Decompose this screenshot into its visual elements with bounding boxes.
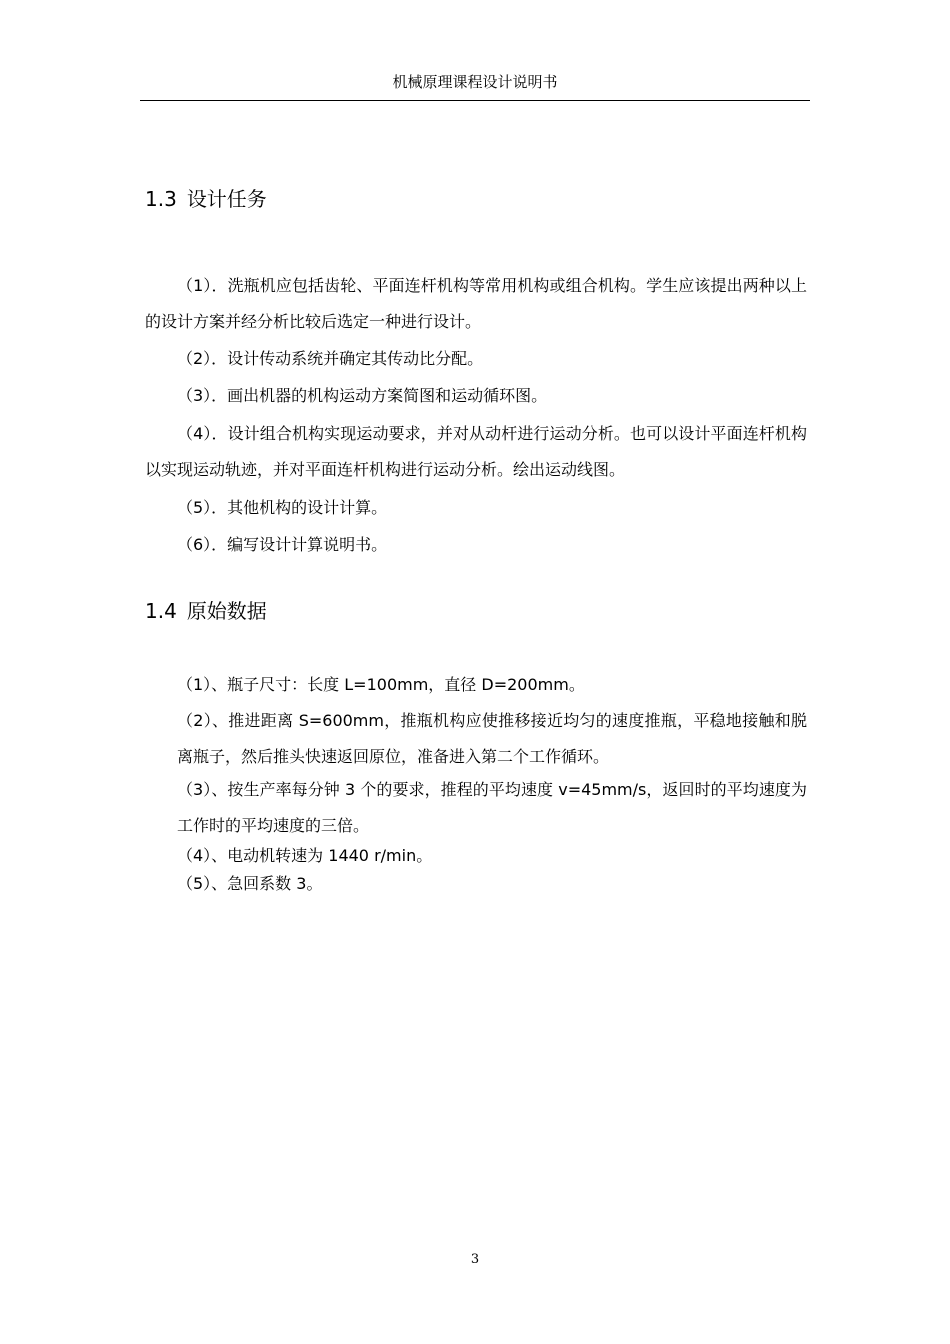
section-heading-1-4 [145, 598, 267, 624]
data-item-3: （3）、按生产率每分钟 3 个的要求，推程的平均速度 v=45mm/s，返回时的平均速度为工作时的平均速度的三倍。 [177, 780, 807, 835]
data-item-1: （1）、瓶子尺寸：长度 L=100mm，直径 D=200mm。 [177, 675, 585, 694]
data-item-5: （5）、急回系数 3。 [177, 874, 323, 893]
task-item-6: （6）．编写设计计算说明书。 [177, 535, 388, 554]
task-item-3: （3）．画出机器的机构运动方案简图和运动循环图。 [177, 386, 548, 405]
data-item-4: （4）、电动机转速为 1440 r/min。 [177, 846, 433, 865]
task-item-2: （2）．设计传动系统并确定其传动比分配。 [177, 349, 484, 368]
running-header: 机械原理课程设计说明书 [392, 73, 558, 91]
section-heading-1-3 [145, 186, 267, 212]
section-number: 1.3 [145, 187, 177, 211]
section-title: 原始数据 [186, 599, 267, 623]
data-item-2: （2）、推进距离 S=600mm，推瓶机构应使推移接近均匀的速度推瓶，平稳地接触和脱离瓶子，然后推头快速返回原位，准备进入第二个工作循环。 [177, 711, 807, 766]
page-number: 3 [470, 1252, 480, 1267]
section-title: 设计任务 [186, 187, 267, 211]
task-item-1: （1）．洗瓶机应包括齿轮、平面连杆机构等常用机构或组合机构。学生应该提出两种以上的设计方案并经分析比较后选定一种进行设计。 [145, 276, 807, 331]
task-item-4: （4）．设计组合机构实现运动要求，并对从动杆进行运动分析。也可以设计平面连杆机构以实现运动轨迹，并对平面连杆机构进行运动分析。绘出运动线图。 [145, 424, 807, 479]
section-number: 1.4 [145, 599, 177, 623]
header-rule [140, 100, 810, 101]
task-item-5: （5）．其他机构的设计计算。 [177, 498, 388, 517]
